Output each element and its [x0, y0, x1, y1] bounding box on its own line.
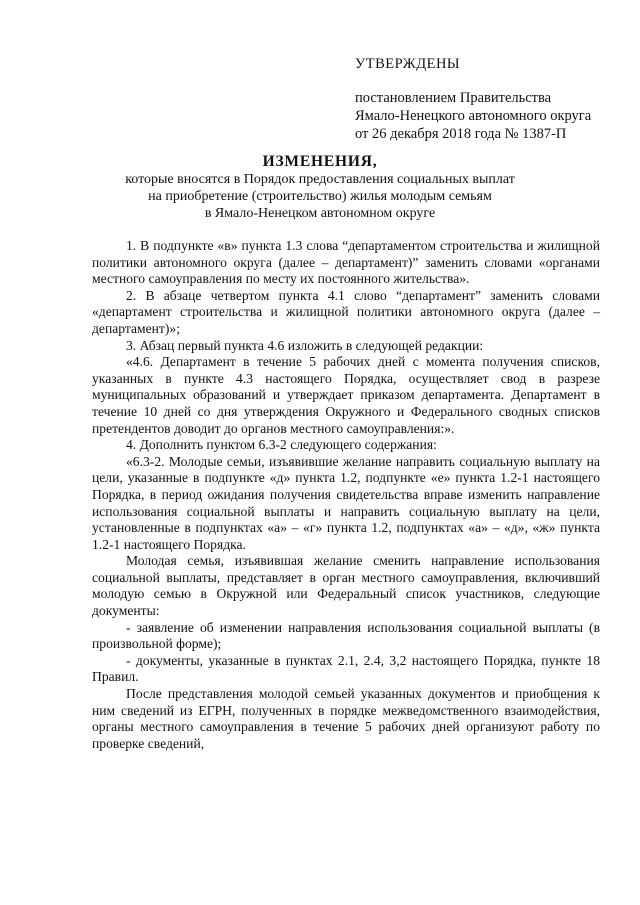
approval-line: постановлением Правительства: [355, 90, 552, 106]
approval-line: Ямало-Ненецкого автономного округа: [355, 108, 592, 124]
title-line: которые вносятся в Порядок предоставления социальных выплат: [125, 172, 515, 187]
paragraph: «4.6. Департамент в течение 5 рабочих дней с момента получения списков, указанных в пункте 4.3 настоящего Порядка, осуществляет свод в разрезе муниципальных образований и утверждает приказом департамента. Департамент в течение 10 дней со дня утверждения Окружного и Федерального сводных списков претендентов доводит до органов местного самоуправления:».: [92, 354, 600, 436]
paragraph: 1. В подпункте «в» пункта 1.3 слова “департаментом строительства и жилищной политики автономного округа (далее – департамент)” заменить словами «органами местного самоуправления по месту их постоянного жительства».: [92, 238, 600, 287]
paragraph: - документы, указанные в пунктах 2.1, 2.4, 3,2 настоящего Порядка, пункте 18 Правил.: [92, 652, 600, 685]
approval-spacer: [355, 73, 620, 89]
paragraph: - заявление об изменении направления использования социальной выплаты (в произвольной форме);: [92, 619, 600, 652]
paragraph: 3. Абзац первый пункта 4.6 изложить в следующей редакции:: [126, 337, 484, 353]
title-line: в Ямало-Ненецком автономном округе: [204, 206, 436, 221]
title-line: на приобретение (строительство) жилья молодым семьям: [148, 189, 492, 204]
paragraph: «6.3-2. Молодые семьи, изъявившие желание направить социальную выплату на цели, указанные в подпункте «д» пункта 1.2, подпункте «е» пункта 1.2-1 настоящего Порядка, в период ожидания получения свидетельства вправе изменить направление использования социальной выплаты и направить социальную выплату на цели, установленные в подпунктах «а» – «г» пункта 1.2, подпунктах «а» – «д», «ж» пункта 1.2-1 настоящего Порядка.: [92, 453, 600, 552]
approval-block: [355, 55, 620, 143]
document-title: [60, 153, 580, 222]
paragraph: 2. В абзаце четвертом пункта 4.1 слово “департамент” заменить словами «департамент строительства и жилищной политики автономного округа (далее – департамент)»;: [92, 287, 600, 336]
paragraph: После представления молодой семьей указанных документов и приобщения к ним сведений из ЕГРН, полученных в порядке межведомственного взаимодействия, органы местного самоуправления в течение 5 рабочих дней организуют работу по проверке сведений,: [92, 686, 600, 751]
title-main: ИЗМЕНЕНИЯ,: [262, 153, 378, 170]
approval-line: от 26 декабря 2018 года № 1387-П: [355, 126, 567, 142]
paragraph: 4. Дополнить пунктом 6.3-2 следующего содержания:: [126, 437, 437, 453]
document-body: [92, 238, 600, 752]
approval-heading: УТВЕРЖДЕНЫ: [355, 56, 461, 72]
paragraph: Молодая семья, изъявившая желание сменить направление использования социальной выплаты, представляет в орган местного самоуправления, включивший молодую семью в Окружной или Федеральный список участников, следующие документы:: [92, 553, 600, 619]
